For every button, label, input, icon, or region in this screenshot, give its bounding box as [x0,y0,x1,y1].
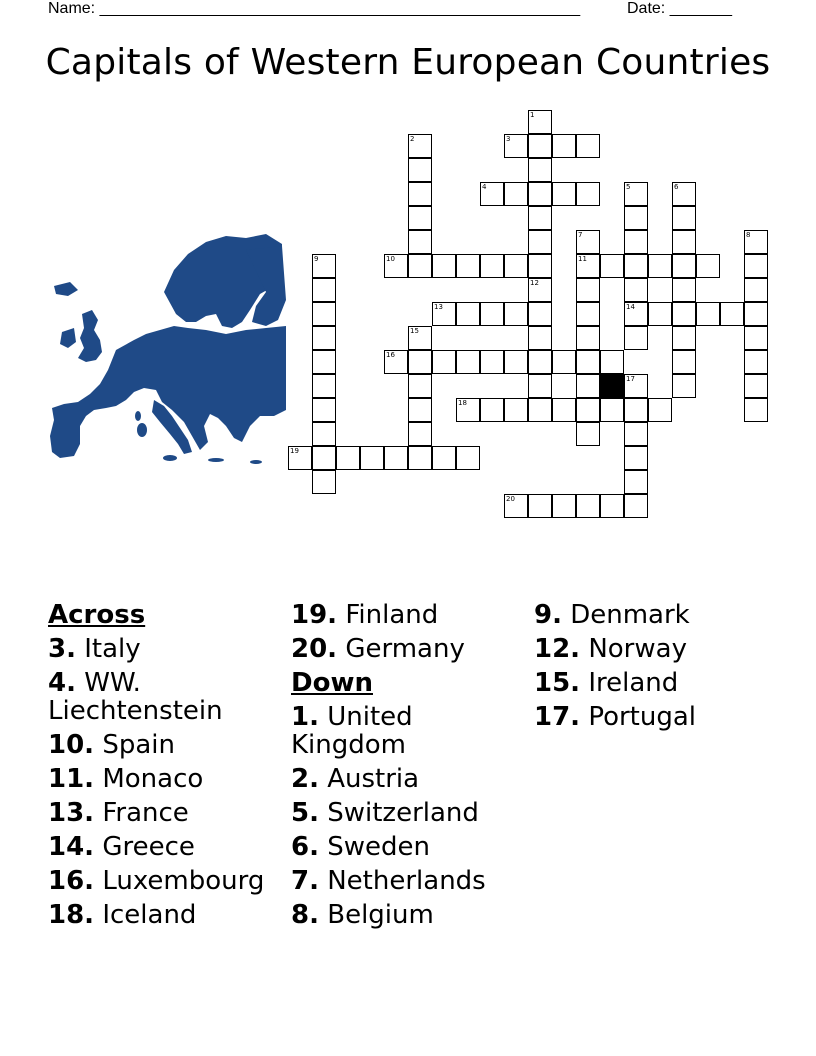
grid-cell[interactable] [456,446,480,470]
grid-cell[interactable] [744,278,768,302]
grid-cell[interactable] [480,398,504,422]
grid-cell[interactable] [456,254,480,278]
grid-clue-number: 3 [506,135,511,143]
grid-clue-number: 19 [290,447,299,455]
grid-cell[interactable] [504,302,528,326]
clue-down-12: 12. Norway [534,634,687,664]
grid-cell[interactable] [744,302,768,326]
grid-cell[interactable] [408,446,432,470]
grid-cell[interactable] [408,206,432,230]
grid-cell[interactable] [312,278,336,302]
grid-cell[interactable] [672,302,696,326]
grid-cell[interactable] [624,230,648,254]
grid-cell[interactable] [360,446,384,470]
grid-cell[interactable] [576,422,600,446]
grid-cell[interactable] [624,398,648,422]
across-heading: Across [48,600,146,630]
clues-column-1 [48,598,278,932]
grid-cell[interactable] [312,326,336,350]
grid-cell[interactable] [504,350,528,374]
grid-cell[interactable] [696,302,720,326]
grid-cell[interactable] [552,494,576,518]
grid-cell[interactable] [624,422,648,446]
clue-across-14: 14. Greece [48,832,195,862]
grid-cell[interactable] [576,302,600,326]
grid-cell[interactable] [480,254,504,278]
grid-cell[interactable] [432,446,456,470]
grid-clue-number: 7 [578,231,583,239]
grid-cell[interactable] [408,230,432,254]
grid-cell[interactable] [480,302,504,326]
grid-cell[interactable] [672,206,696,230]
grid-cell[interactable] [312,302,336,326]
grid-clue-number: 9 [314,255,319,263]
grid-cell[interactable] [744,326,768,350]
grid-cell[interactable] [576,182,600,206]
clue-across-10: 10. Spain [48,730,175,760]
grid-cell[interactable] [648,254,672,278]
grid-cell[interactable] [456,302,480,326]
grid-clue-number: 4 [482,183,487,191]
grid-cell[interactable] [600,494,624,518]
grid-cell[interactable] [552,182,576,206]
grid-cell[interactable] [528,494,552,518]
grid-clue-number: 10 [386,255,395,263]
grid-cell[interactable] [744,254,768,278]
grid-cell[interactable] [576,278,600,302]
grid-cell[interactable] [504,398,528,422]
grid-cell[interactable] [312,446,336,470]
date-field-label: Date: _______ [627,0,732,17]
grid-cell[interactable] [576,350,600,374]
grid-cell[interactable] [528,374,552,398]
clue-down-5: 5. Switzerland [291,798,479,828]
grid-cell[interactable] [672,278,696,302]
grid-cell[interactable] [408,374,432,398]
grid-cell[interactable] [552,134,576,158]
grid-clue-number: 20 [506,495,515,503]
grid-cell[interactable] [576,374,600,398]
grid-cell[interactable] [624,206,648,230]
clue-across-16: 16. Luxembourg [48,866,265,896]
clue-down-2: 2. Austria [291,764,420,794]
grid-cell[interactable] [648,302,672,326]
grid-clue-number: 14 [626,303,635,311]
clue-down-6: 6. Sweden [291,832,430,862]
grid-cell[interactable] [624,254,648,278]
clue-down-15: 15. Ireland [534,668,679,698]
grid-cell[interactable] [312,398,336,422]
grid-cell[interactable] [624,326,648,350]
grid-cell[interactable] [456,350,480,374]
grid-cell[interactable] [672,374,696,398]
clue-across-18: 18. Iceland [48,900,197,930]
grid-cell[interactable] [696,254,720,278]
grid-clue-number: 8 [746,231,751,239]
grid-cell[interactable] [528,326,552,350]
grid-cell[interactable] [744,374,768,398]
grid-cell[interactable] [432,350,456,374]
grid-clue-number: 11 [578,255,587,263]
grid-clue-number: 1 [530,111,535,119]
grid-cell[interactable] [480,350,504,374]
grid-clue-number: 15 [410,327,419,335]
grid-cell[interactable] [528,230,552,254]
grid-clue-number: 6 [674,183,679,191]
grid-cell[interactable] [504,182,528,206]
grid-cell[interactable] [384,446,408,470]
grid-clue-number: 16 [386,351,395,359]
clue-across-19: 19. Finland [291,600,439,630]
grid-cell[interactable] [528,134,552,158]
grid-cell[interactable] [624,278,648,302]
name-field-label: Name: ______________________________________________________ [48,0,581,17]
grid-clue-number: 12 [530,279,539,287]
grid-clue-number: 13 [434,303,443,311]
grid-clue-number: 17 [626,375,635,383]
clue-across-3: 3. Italy [48,634,141,664]
grid-cell[interactable] [312,470,336,494]
grid-cell[interactable] [576,494,600,518]
grid-cell[interactable] [408,398,432,422]
grid-clue-number: 2 [410,135,415,143]
clue-across-11: 11. Monaco [48,764,204,794]
grid-cell[interactable] [528,398,552,422]
grid-cell[interactable] [672,254,696,278]
grid-cell[interactable] [312,422,336,446]
grid-cell[interactable] [408,182,432,206]
grid-cell[interactable] [552,350,576,374]
grid-cell[interactable] [624,446,648,470]
grid-cell[interactable] [312,374,336,398]
clue-down-9: 9. Denmark [534,600,690,630]
clue-down-1: 1. United Kingdom [291,702,413,760]
grid-cell[interactable] [600,398,624,422]
down-heading: Down [291,668,373,698]
grid-cell[interactable] [600,350,624,374]
grid-cell[interactable] [528,182,552,206]
grid-cell[interactable] [432,254,456,278]
grid-cell[interactable] [672,230,696,254]
grid-cell[interactable] [312,350,336,374]
grid-cell[interactable] [720,302,744,326]
grid-cell[interactable] [624,470,648,494]
grid-cell[interactable] [408,422,432,446]
grid-cell[interactable] [576,398,600,422]
grid-cell[interactable] [528,254,552,278]
grid-cell[interactable] [552,398,576,422]
grid-cell[interactable] [672,350,696,374]
grid-cell[interactable] [648,398,672,422]
grid-cell[interactable] [528,302,552,326]
clue-down-17: 17. Portugal [534,702,697,732]
grid-cell[interactable] [600,254,624,278]
clue-across-20: 20. Germany [291,634,465,664]
clue-down-8: 8. Belgium [291,900,434,930]
grid-cell[interactable] [408,350,432,374]
page-title: Capitals of Western European Countries [45,42,771,83]
grid-cell[interactable] [528,350,552,374]
grid-cell[interactable] [528,158,552,182]
grid-cell[interactable] [408,158,432,182]
grid-cell[interactable] [576,134,600,158]
grid-cell[interactable] [336,446,360,470]
grid-cell[interactable] [672,326,696,350]
grid-cell-blocked [600,374,624,398]
grid-cell[interactable] [624,494,648,518]
clue-down-7: 7. Netherlands [291,866,486,896]
grid-cell[interactable] [744,398,768,422]
grid-clue-number: 18 [458,399,467,407]
grid-cell[interactable] [576,326,600,350]
clue-across-13: 13. France [48,798,189,828]
grid-cell[interactable] [504,254,528,278]
grid-cell[interactable] [744,350,768,374]
grid-clue-number: 5 [626,183,631,191]
grid-cell[interactable] [528,206,552,230]
clues-column-3 [534,598,794,734]
clues-column-2 [291,598,531,932]
clue-across-4: 4. WW. Liechtenstein [48,668,223,726]
grid-cell[interactable] [408,254,432,278]
